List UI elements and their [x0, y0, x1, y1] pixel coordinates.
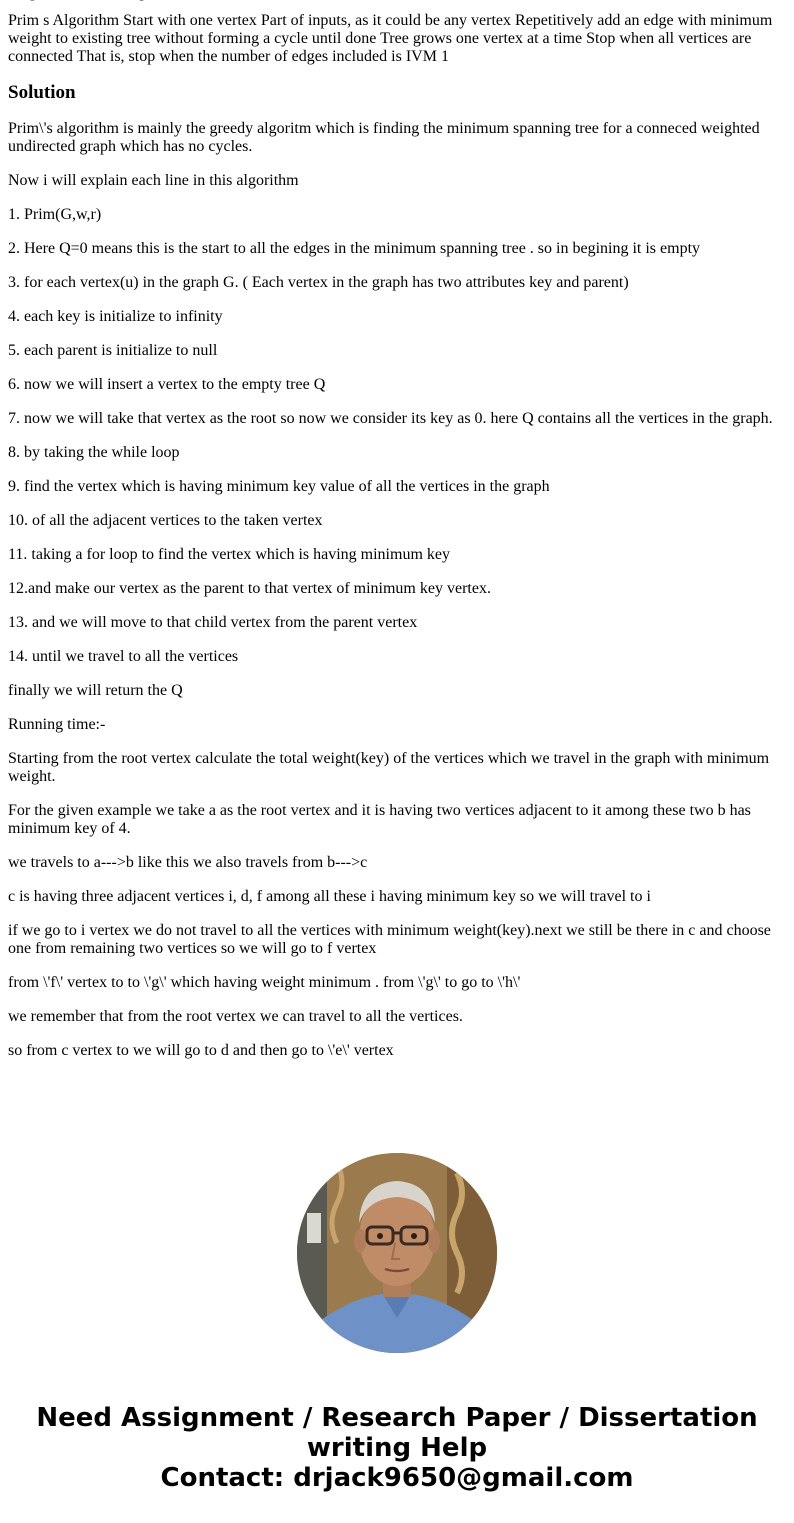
- solution-step: 9. find the vertex which is having minimum key value of all the vertices in the graph: [8, 478, 550, 495]
- solution-step: 14. until we travel to all the vertices: [8, 648, 239, 665]
- running-time-label: Running time:-: [8, 716, 106, 733]
- solution-paragraph: c is having three adjacent vertices i, d, f among all these i having minimum key so we will travel to i: [8, 888, 651, 905]
- author-avatar: [297, 1153, 497, 1353]
- solution-paragraph: we remember that from the root vertex we can travel to all the vertices.: [8, 1008, 463, 1025]
- solution-step: 8. by taking the while loop: [8, 444, 180, 461]
- question-text: Prim s Algorithm Start with one vertex Part of inputs, as it could be any vertex Repetitively add an edge with minimum weight to existing tree without forming a cycle until done Tree grows one vertex at a time Stop when all vertices are connected That is, stop when the number of edges included is IVM 1: [8, 12, 773, 65]
- solution-paragraph: if we go to i vertex we do not travel to all the vertices with minimum weight(key).next we still be there in c and choose one from remaining two vertices so we will go to f vertex: [8, 922, 771, 957]
- solution-heading: Solution: [8, 82, 76, 103]
- solution-step: 7. now we will take that vertex as the root so now we consider its key as 0. here Q contains all the vertices in the graph.: [8, 410, 773, 427]
- solution-step: 11. taking a for loop to find the vertex which is having minimum key: [8, 546, 450, 563]
- solution-paragraph: Now i will explain each line in this algorithm: [8, 172, 299, 189]
- question-cut-off-line: [8, 0, 784, 2]
- promo-line: writing Help: [306, 1433, 488, 1463]
- solution-step: 13. and we will move to that child vertex from the parent vertex: [8, 614, 418, 631]
- solution-step: 2. Here Q=0 means this is the start to all the edges in the minimum spanning tree . so in begining it is empty: [8, 240, 701, 257]
- solution-step: 3. for each vertex(u) in the graph G. ( Each vertex in the graph has two attributes key and parent): [8, 274, 629, 291]
- solution-paragraph: so from c vertex to we will go to d and then go to \'e\' vertex: [8, 1042, 394, 1059]
- solution-step: 10. of all the adjacent vertices to the taken vertex: [8, 512, 323, 529]
- solution-step: 5. each parent is initialize to null: [8, 342, 218, 359]
- solution-paragraph: finally we will return the Q: [8, 682, 183, 699]
- solution-step: 1. Prim(G,w,r): [8, 206, 102, 223]
- solution-paragraph: For the given example we take a as the root vertex and it is having two vertices adjacent to it among these two b has minimum key of 4.: [8, 802, 751, 837]
- solution-paragraph: Starting from the root vertex calculate the total weight(key) of the vertices which we travel in the graph with minimum weight.: [8, 750, 770, 785]
- solution-paragraph: we travels to a--->b like this we also travels from b--->c: [8, 854, 368, 871]
- solution-step: 4. each key is initialize to infinity: [8, 308, 223, 325]
- solution-step: 6. now we will insert a vertex to the empty tree Q: [8, 376, 326, 393]
- document-content: [8, 0, 784, 1076]
- promo-line: Need Assignment / Research Paper / Dissertation: [36, 1403, 758, 1433]
- author-portrait-image: [297, 1153, 497, 1353]
- solution-paragraph: Prim\'s algorithm is mainly the greedy algoritm which is finding the minimum spanning tree for a conneced weighted undirected graph which has no cycles.: [8, 120, 760, 155]
- solution-step: 12.and make our vertex as the parent to that vertex of minimum key vertex.: [8, 580, 491, 597]
- promo-banner: [0, 1403, 794, 1493]
- solution-paragraph: from \'f\' vertex to to \'g\' which having weight minimum . from \'g\' to go to \'h\': [8, 974, 521, 991]
- contact-email: Contact: drjack9650@gmail.com: [160, 1463, 634, 1493]
